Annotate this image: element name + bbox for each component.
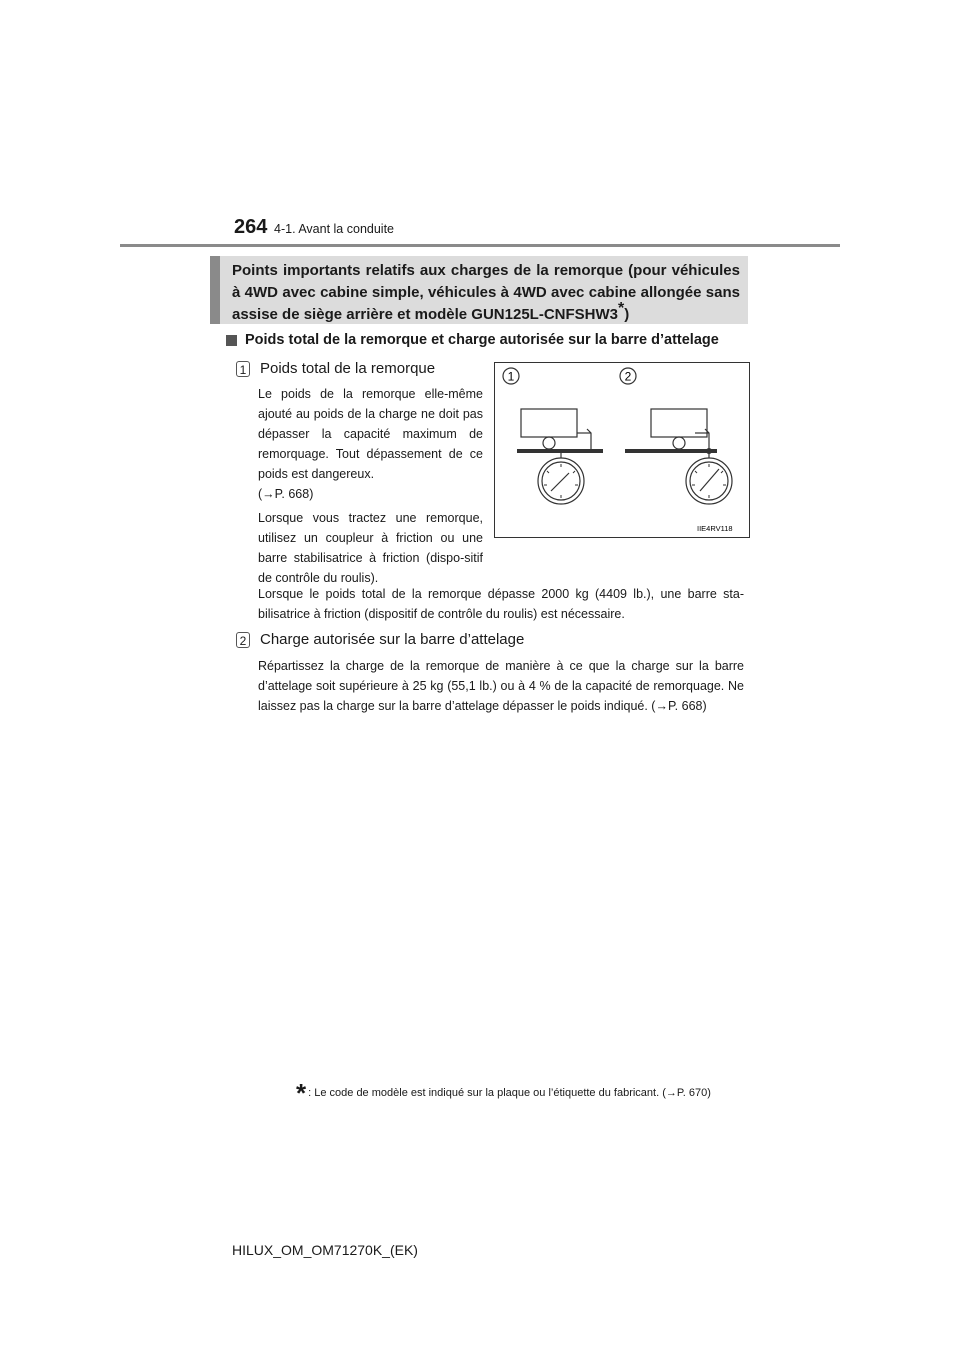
subheading-text: Poids total de la remorque et charge autorisée sur la barre d’attelage bbox=[245, 332, 719, 348]
item-number-badge: 1 bbox=[236, 361, 250, 377]
figure-label-1: 1 bbox=[507, 369, 515, 384]
paragraph: Lorsque vous tractez une remorque, utilisez un coupleur à friction ou une barre stabilisatrice à friction (dispo-sitif de contrôle du roulis). bbox=[258, 511, 483, 585]
trailer-weight-figure bbox=[494, 362, 750, 538]
document-id: HILUX_OM_OM71270K_(EK) bbox=[232, 1242, 418, 1258]
paragraph: Lorsque le poids total de la remorque dépasse 2000 kg (4409 lb.), une barre sta-bilisatrice à friction (dispositif de contrôle du roulis) est nécessaire. bbox=[258, 587, 744, 621]
footnote bbox=[296, 1078, 711, 1108]
subheading bbox=[226, 332, 719, 348]
page-number: 264 bbox=[234, 216, 268, 238]
square-bullet-icon bbox=[226, 335, 237, 346]
figure-code: IIE4RV118 bbox=[697, 524, 733, 533]
item-number-badge: 2 bbox=[236, 632, 250, 648]
footnote-star: * bbox=[296, 1078, 307, 1108]
footnote-text: : Le code de modèle est indiqué sur la plaque ou l’étiquette du fabricant. (→P. 670) bbox=[308, 1087, 711, 1099]
paragraph: Répartissez la charge de la remorque de manière à ce que la charge sur la barre d’attelage soit supérieure à 25 kg (55,1 lb.) ou à 4 % de la capacité de remorquage. Ne laissez pas la charge sur la barre d’attelage dépasser le poids indiqué. (→P. 668) bbox=[258, 659, 744, 713]
item-1-body bbox=[258, 384, 483, 588]
section-title-close: ) bbox=[624, 306, 630, 323]
item-heading: Charge autorisée sur la barre d’attelage bbox=[260, 631, 525, 648]
header-divider bbox=[120, 244, 840, 247]
section-title-box bbox=[210, 256, 748, 324]
footnote-star-marker: * bbox=[618, 300, 625, 317]
section-title-text: Points importants relatifs aux charges de la remorque (pour véhicules à 4WD avec cabine simple, véhicules à 4WD avec cabine allongée sans assise de siège arrière et modèle GUN125L-CNFSHW3 bbox=[232, 262, 740, 323]
item-2-body bbox=[258, 656, 744, 716]
paragraph: Le poids de la remorque elle-même ajouté au poids de la charge ne doit pas dépasser la capacité maximum de remorquage. Tout dépassement de ce poids est dangereux. bbox=[258, 387, 483, 481]
section-label: 4-1. Avant la conduite bbox=[274, 222, 394, 236]
cross-reference: (→P. 668) bbox=[258, 487, 314, 501]
item-heading: Poids total de la remorque bbox=[260, 360, 436, 377]
figure-label-2: 2 bbox=[624, 369, 632, 384]
item-1-note bbox=[258, 584, 744, 624]
trailer-scale-diagram bbox=[495, 363, 749, 537]
